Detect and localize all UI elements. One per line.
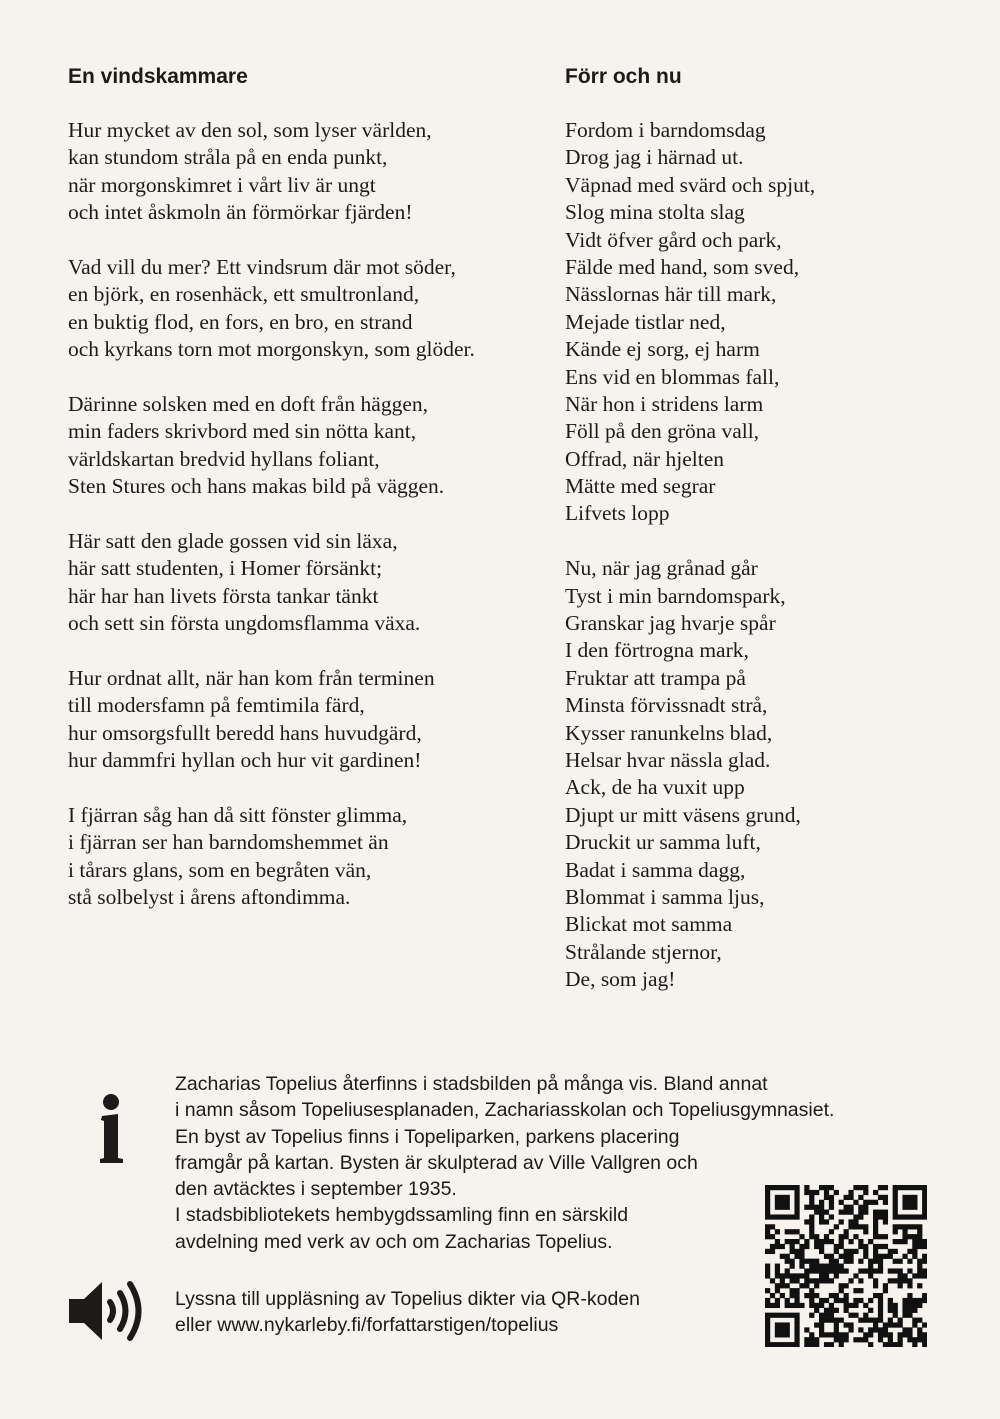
poem-line: Fordom i barndomsdag	[565, 118, 766, 142]
poem-line: här satt studenten, i Homer försänkt;	[68, 556, 383, 581]
info-line: I stadsbibliotekets hembygdssamling finn en särskild	[175, 1204, 629, 1227]
poem-line: Väpnad med svärd och spjut,	[565, 172, 816, 197]
poem-title: En vindskammare	[68, 65, 248, 88]
poem-line: Vidt öfver gård och park,	[565, 227, 782, 252]
poem-line: när morgonskimret i vårt liv är ungt	[68, 172, 376, 197]
poem-line: Nässlornas här till mark,	[565, 282, 777, 307]
poem-line: i fjärran ser han barndomshemmet än	[68, 830, 389, 855]
poem-line: Fruktar att trampa på	[565, 665, 746, 690]
stanza	[68, 528, 538, 638]
stanza	[68, 665, 538, 775]
poem-en-vindskammare	[68, 62, 538, 939]
listen-line: Lyssna till uppläsning av Topelius dikter via QR-koden	[175, 1288, 641, 1310]
poem-line: Hur mycket av den sol, som lyser världen,	[68, 118, 432, 142]
poem-line: I fjärran såg han då sitt fönster glimma,	[68, 802, 408, 827]
poem-line: hur omsorgsfullt beredd hans huvudgärd,	[68, 720, 422, 745]
poem-line: Föll på den gröna vall,	[565, 419, 760, 444]
poem-line: Minsta förvissnadt strå,	[565, 693, 768, 718]
listen-text	[175, 1286, 735, 1339]
poem-line: Blickat mot samma	[565, 912, 733, 937]
poem-line: Blommat i samma ljus,	[565, 884, 765, 909]
stanza	[68, 391, 538, 501]
speaker-icon	[66, 1278, 148, 1344]
poem-line: Kände ej sorg, ej harm	[565, 337, 760, 362]
poem-line: världskartan bredvid hyllans foliant,	[68, 446, 380, 471]
poem-line: och intet åskmoln än förmörkar fjärden!	[68, 200, 413, 225]
poem-line: Drog jag i härnad ut.	[565, 145, 744, 170]
stanza	[68, 802, 538, 912]
poem-line: Badat i samma dagg,	[565, 857, 746, 882]
qr-code[interactable]	[765, 1185, 927, 1347]
poem-line: stå solbelyst i årens aftondimma.	[68, 884, 351, 909]
poem-line: Mätte med segrar	[565, 474, 716, 499]
poem-title: Förr och nu	[565, 65, 682, 88]
info-line: avdelning med verk av och om Zacharias Topelius.	[175, 1230, 613, 1253]
poem-line: Hur ordnat allt, när han kom från terminen	[68, 665, 435, 690]
poem-line: Granskar jag hvarje spår	[565, 611, 776, 636]
poem-line: När hon i stridens larm	[565, 391, 764, 416]
poem-line: Druckit ur samma luft,	[565, 830, 761, 855]
poem-line: och kyrkans torn mot morgonskyn, som glöder.	[68, 337, 475, 362]
poem-line: Fälde med hand, som sved,	[565, 254, 800, 279]
poem-line: Helsar hvar nässla glad.	[565, 747, 771, 772]
poem-line: Nu, när jag grånad går	[565, 556, 758, 581]
poem-line: Djupt ur mitt väsens grund,	[565, 802, 801, 827]
poem-line: Slog mina stolta slag	[565, 200, 745, 225]
poem-line: De, som jag!	[565, 967, 676, 992]
poem-line: Därinne solsken med en doft från häggen,	[68, 391, 429, 416]
info-line: i namn såsom Topeliusesplanaden, Zachariasskolan och Topeliusgymnasiet.	[175, 1099, 835, 1122]
poem-line: Här satt den glade gossen vid sin läxa,	[68, 528, 398, 553]
poem-line: Vad vill du mer? Ett vindsrum där mot söder,	[68, 254, 456, 279]
poem-line: i tårars glans, som en begråten vän,	[68, 857, 372, 882]
info-line: Zacharias Topelius återfinns i stadsbilden på många vis. Bland annat	[175, 1073, 768, 1095]
poem-line: hur dammfri hyllan och hur vit gardinen!	[68, 747, 422, 772]
poem-line: Kysser ranunkelns blad,	[565, 720, 773, 745]
poem-line: en buktig flod, en fors, en bro, en strand	[68, 309, 413, 334]
poem-line: I den förtrogna mark,	[565, 638, 749, 663]
poem-line: Strålande stjernor,	[565, 939, 722, 964]
info-line: framgår på kartan. Bysten är skulpterad av Ville Vallgren och	[175, 1151, 698, 1174]
poem-line: Sten Stures och hans makas bild på väggen.	[68, 474, 445, 499]
poem-line: min faders skrivbord med sin nötta kant,	[68, 419, 417, 444]
poem-line: kan stundom stråla på en enda punkt,	[68, 145, 388, 170]
poem-line: till modersfamn på femtimila färd,	[68, 693, 365, 718]
poem-line: Ens vid en blommas fall,	[565, 364, 780, 389]
poem-line: en björk, en rosenhäck, ett smultronland,	[68, 282, 420, 307]
poem-line: och sett sin första ungdomsflamma växa.	[68, 611, 421, 636]
stanza	[565, 117, 965, 528]
poem-line: Ack, de ha vuxit upp	[565, 775, 745, 800]
info-line: En byst av Topelius finns i Topeliparken, parkens placering	[175, 1125, 680, 1148]
poem-line: Tyst i min barndomspark,	[565, 583, 786, 608]
stanza	[68, 254, 538, 364]
poem-line: Lifvets lopp	[565, 501, 670, 526]
info-line: den avtäcktes i september 1935.	[175, 1178, 457, 1201]
listen-line: eller www.nykarleby.fi/forfattarstigen/topelius	[175, 1314, 559, 1337]
info-icon	[96, 1092, 126, 1164]
poem-line: Mejade tistlar ned,	[565, 309, 726, 334]
poem-forr-och-nu	[565, 62, 965, 1021]
stanza	[68, 117, 538, 227]
poem-line: Offrad, när hjelten	[565, 446, 724, 471]
stanza	[565, 555, 965, 993]
poem-line: här har han livets första tankar tänkt	[68, 583, 379, 608]
